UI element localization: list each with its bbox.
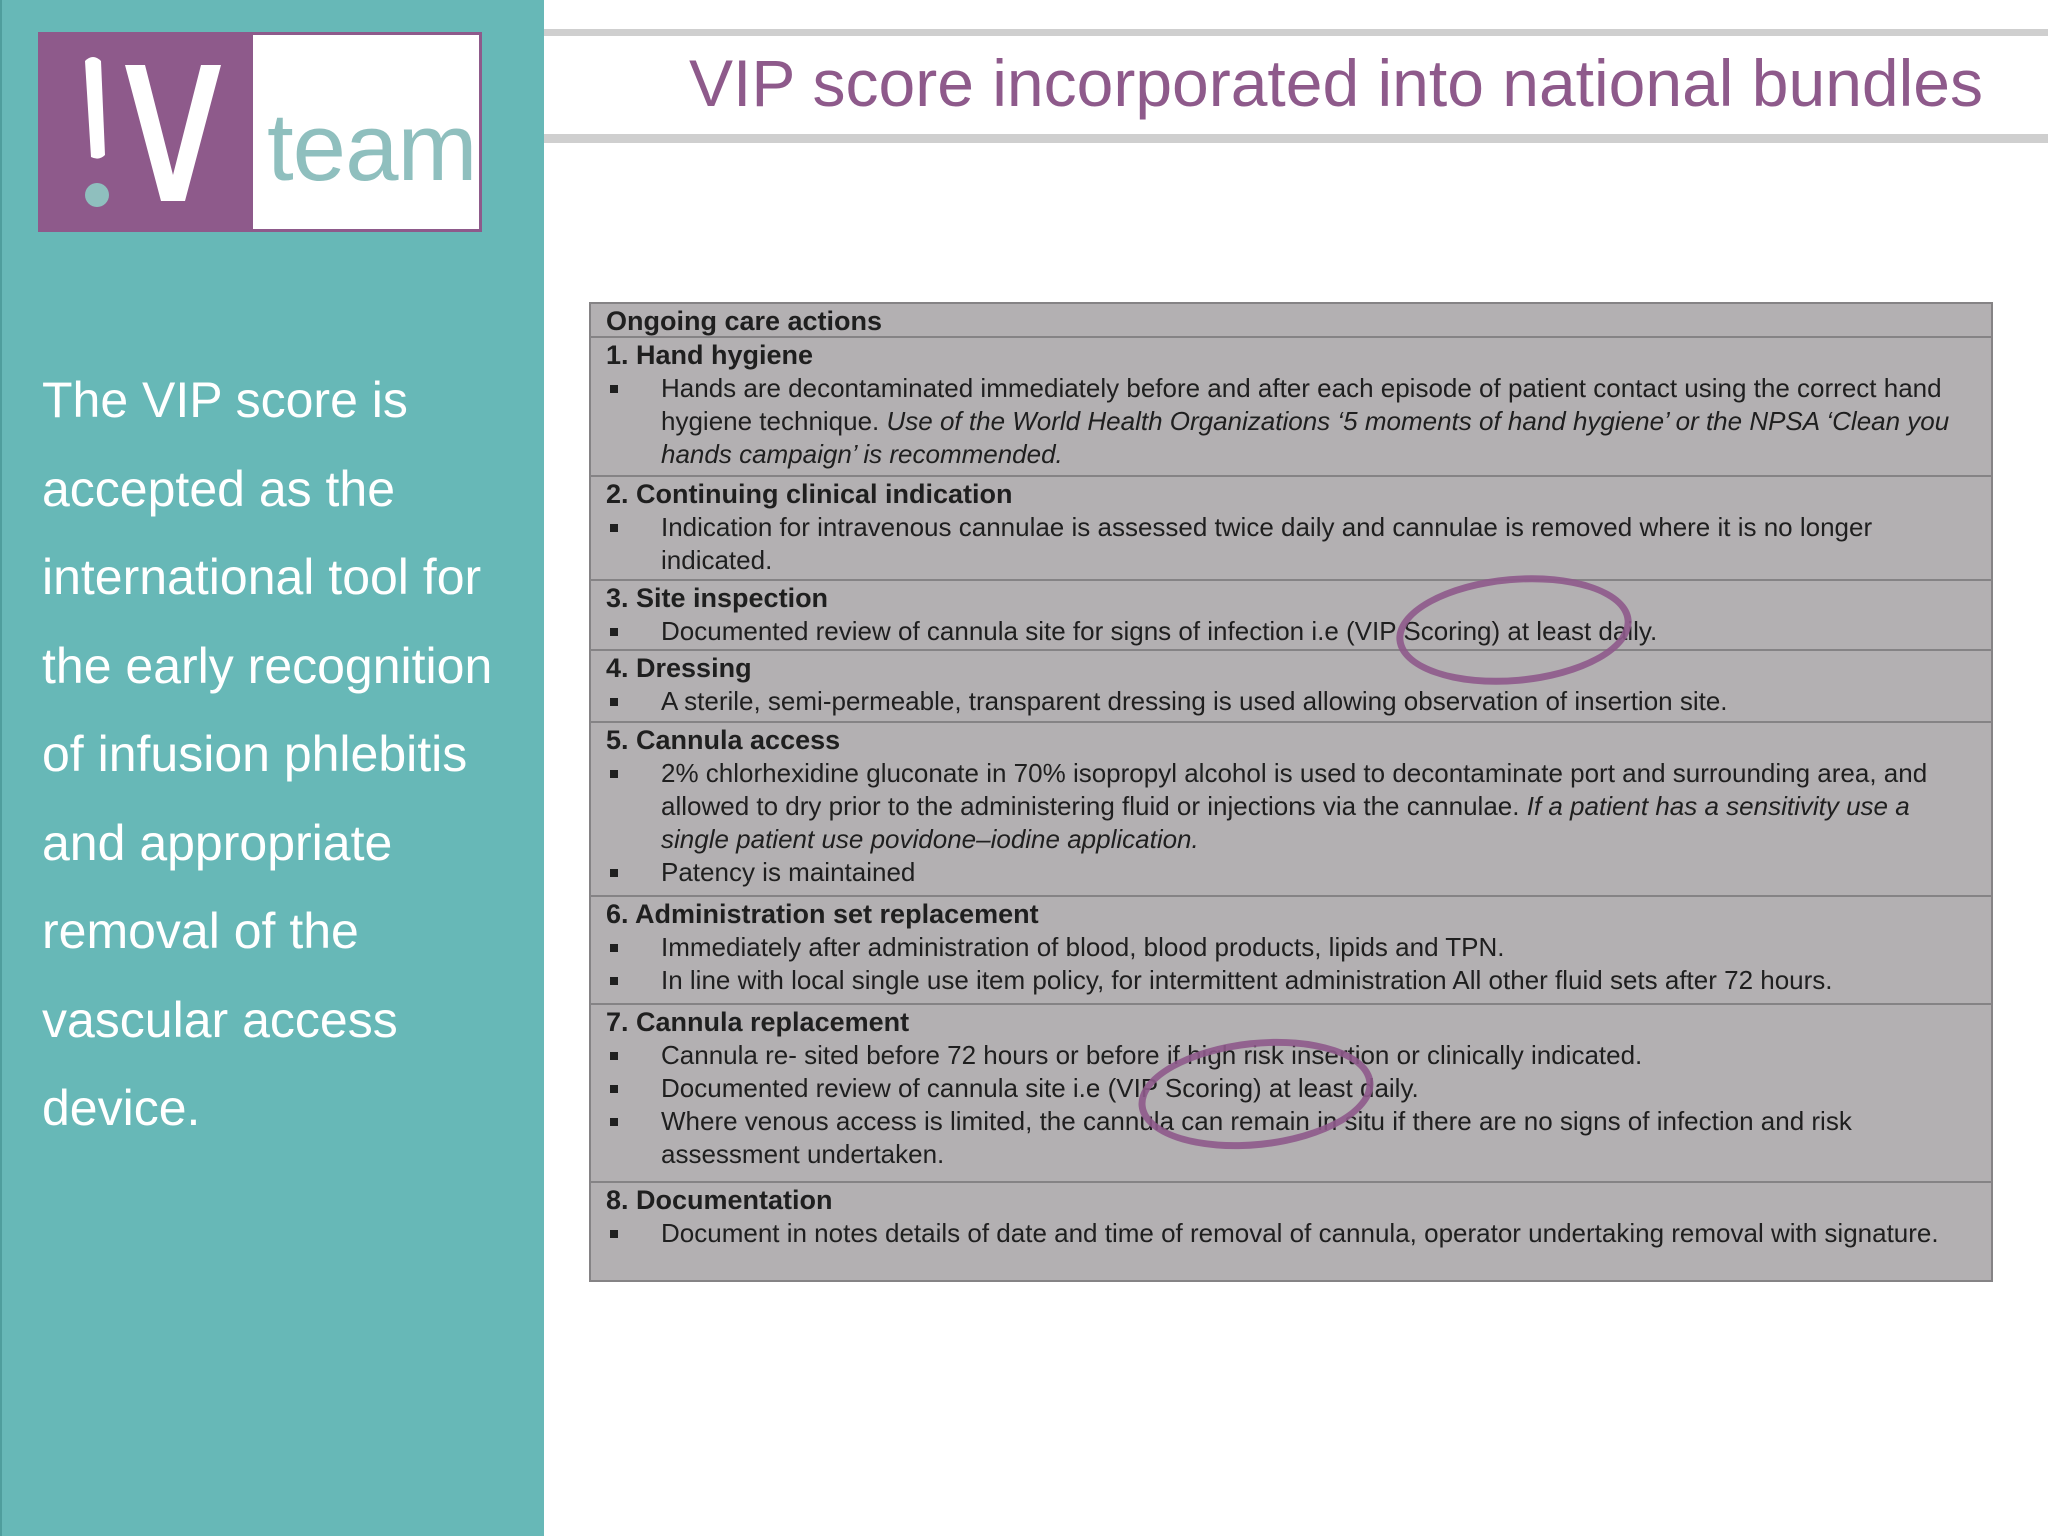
section-bullet-item: [606, 856, 1967, 889]
section-title: 3. Site inspection: [606, 583, 829, 613]
section-title: 5. Cannula access: [606, 725, 841, 755]
sidebar-description: [42, 356, 522, 1153]
iv-team-logo: [38, 32, 482, 232]
care-section: [591, 1183, 1991, 1289]
slide-title: VIP score incorporated into national bundles: [689, 46, 1983, 120]
item-text: Document in notes details of date and time of removal of cannula, operator undertaking removal with signature.: [661, 1218, 1939, 1248]
care-section: [591, 581, 1991, 651]
item-italic-text: If a patient has a sensitivity use a single patient use povidone–iodine application.: [661, 791, 1910, 854]
section-title: 4. Dressing: [606, 653, 752, 683]
care-section: [591, 651, 1991, 723]
section-bullet-item: [606, 511, 1967, 577]
section-bullet-item: [606, 615, 1967, 648]
sidebar-line: device.: [42, 1080, 201, 1136]
sidebar-line: The VIP score is: [42, 372, 408, 428]
item-text: Where venous access is limited, the cannula can remain in situ if there are no signs of infection and risk assessment undertaken.: [661, 1106, 1852, 1169]
section-bullet-item: [606, 931, 1967, 964]
item-text: A sterile, semi-permeable, transparent dressing is used allowing observation of insertion site.: [661, 686, 1728, 716]
sidebar-line: of infusion phlebitis: [42, 726, 468, 782]
care-section: [591, 897, 1991, 1005]
item-text: Indication for intravenous cannulae is assessed twice daily and cannulae is removed where it is no longer indicated.: [661, 512, 1873, 575]
section-title: 8. Documentation: [606, 1185, 833, 1215]
section-bullet-item: [606, 1217, 1967, 1250]
item-text: Immediately after administration of blood, blood products, lipids and TPN.: [661, 932, 1505, 962]
section-bullet-item: [606, 685, 1967, 718]
care-section: [591, 477, 1991, 581]
title-rule-top: [544, 29, 2048, 36]
section-title: 6. Administration set replacement: [606, 899, 1039, 929]
logo-iv-graphic: [41, 35, 253, 229]
logo-iv-mark: [41, 35, 253, 229]
item-text: In line with local single use item policy, for intermittent administration All other fluid sets after 72 hours.: [661, 965, 1833, 995]
sidebar-line: and appropriate: [42, 814, 393, 871]
sidebar-line: vascular access: [42, 991, 398, 1048]
section-title: 1. Hand hygiene: [606, 340, 814, 370]
item-text: Hands are decontaminated immediately before and after each episode of patient contact using the correct hand hygiene technique.: [661, 373, 1942, 436]
title-rule-bottom: [544, 134, 2048, 143]
sidebar-line: international tool for: [42, 549, 482, 605]
section-bullet-item: [606, 757, 1967, 856]
care-section: [591, 723, 1991, 897]
section-title: 2. Continuing clinical indication: [606, 479, 1013, 509]
item-text: Cannula re- sited before 72 hours or before if high risk insertion or clinically indicated.: [661, 1040, 1643, 1070]
sidebar-panel: [0, 0, 544, 1536]
document-sections: [591, 338, 1991, 1289]
item-text: 2% chlorhexidine gluconate in 70% isopropyl alcohol is used to decontaminate port and surrounding area, and allowed to dry prior to the administering fluid or injections via the cannulae.: [661, 758, 1928, 821]
item-text: Patency is maintained: [661, 857, 916, 887]
document-header: Ongoing care actions: [591, 304, 1991, 338]
item-text: Documented review of cannula site i.e (VIP Scoring) at least daily.: [661, 1073, 1419, 1103]
section-bullet-item: [606, 372, 1967, 471]
section-bullet-item: [606, 964, 1967, 997]
section-title: 7. Cannula replacement: [606, 1007, 910, 1037]
item-text: Documented review of cannula site for signs of infection i.e (VIP Scoring) at least daily.: [661, 616, 1658, 646]
logo-team-text: team: [267, 94, 477, 201]
sidebar-line: the early recognition: [42, 637, 493, 694]
care-section: [591, 338, 1991, 477]
sidebar-line: accepted as the: [42, 460, 396, 517]
sidebar-line: removal of the: [42, 903, 359, 959]
logo-team-wordmark: [253, 35, 479, 229]
item-italic-text: Use of the World Health Organizations ‘5 moments of hand hygiene’ or the NPSA ‘Clean you hands campaign’ is recommended.: [661, 406, 1950, 469]
